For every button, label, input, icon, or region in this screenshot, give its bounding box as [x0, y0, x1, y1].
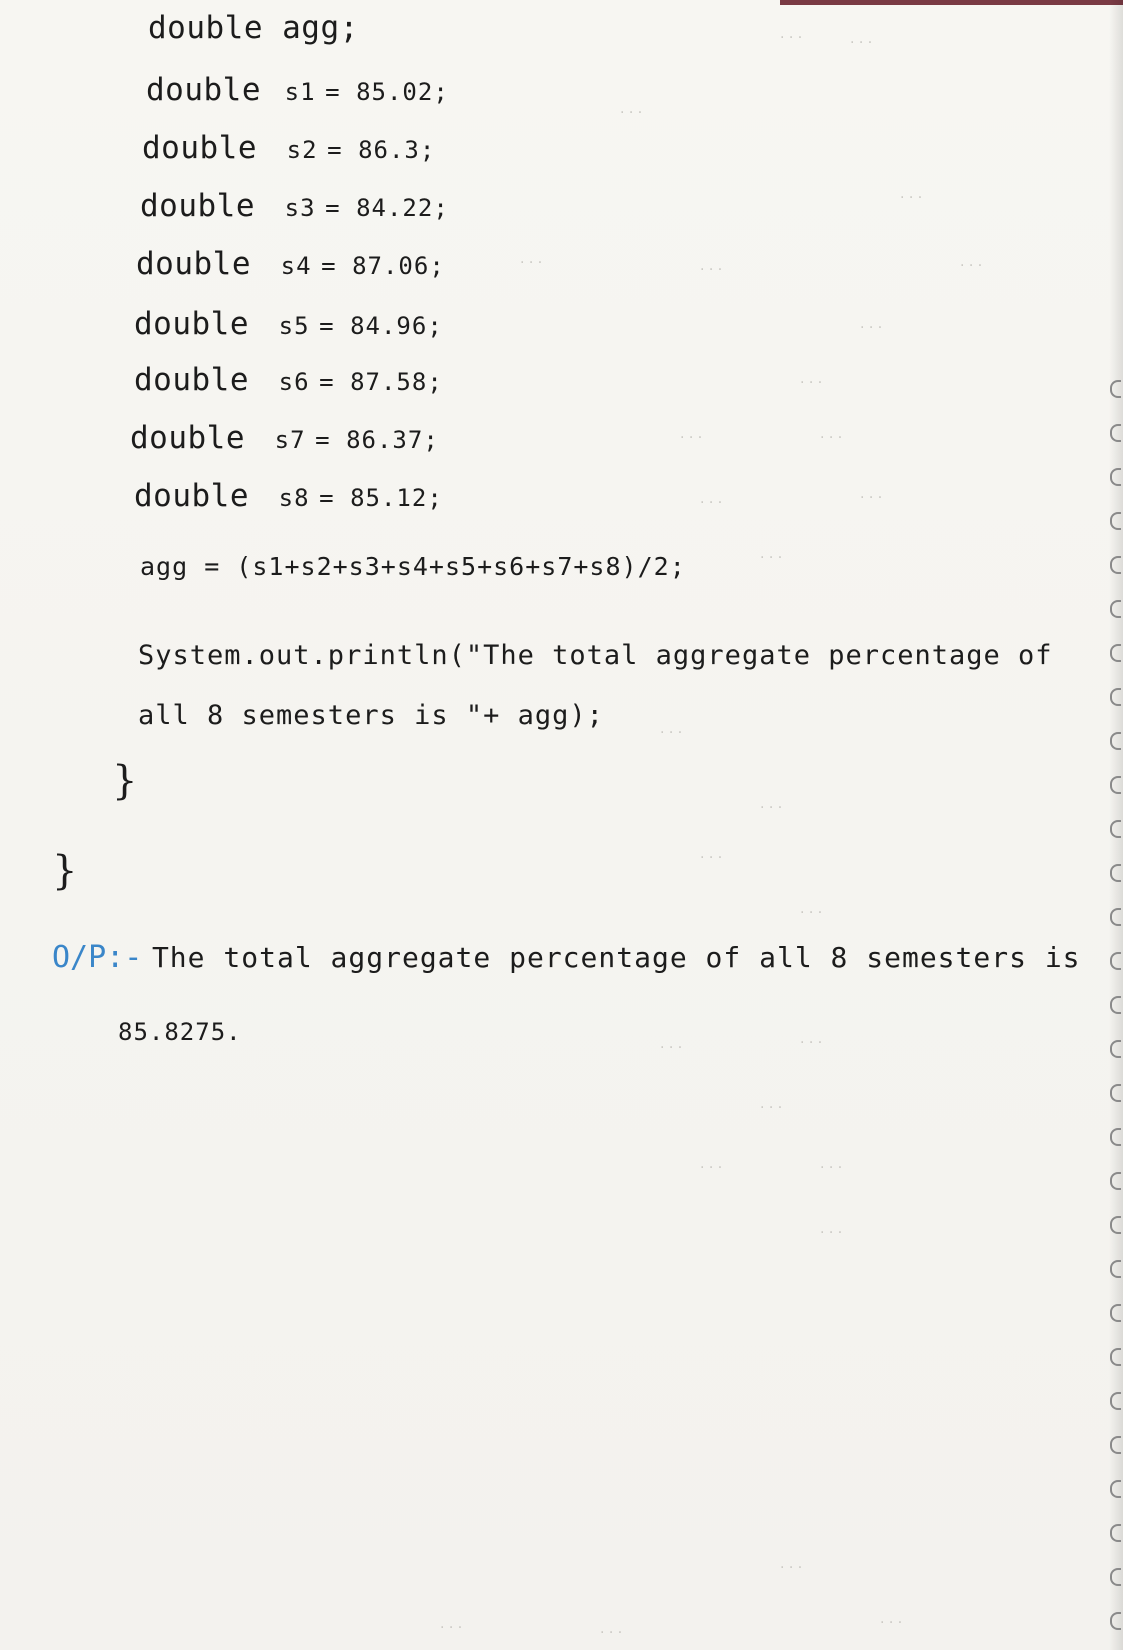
spiral-ring — [1110, 1392, 1121, 1410]
spiral-ring — [1110, 1524, 1121, 1542]
output-result: 85.8275. — [118, 1018, 242, 1046]
speck-mark: · · · — [800, 1035, 823, 1051]
speck-mark: · · · — [620, 105, 643, 121]
code-println-line2 — [138, 700, 604, 731]
println-text-1: System.out.println("The total aggregate percentage of — [138, 640, 1053, 671]
decl-value: = 87.58; — [319, 368, 443, 396]
spiral-ring — [1110, 996, 1121, 1014]
decl-value: = 85.02; — [325, 78, 449, 106]
decl-keyword: double — [142, 130, 257, 166]
decl-variable: s3 — [284, 194, 316, 222]
code-decl-s2 — [142, 130, 435, 166]
spiral-ring — [1110, 1568, 1121, 1586]
decl-keyword: double — [146, 72, 261, 108]
speck-mark: · · · — [820, 1225, 843, 1241]
spiral-ring — [1110, 380, 1121, 398]
decl-variable: s4 — [280, 252, 312, 280]
spiral-ring — [1110, 424, 1121, 442]
decl-value: = 86.37; — [315, 426, 439, 454]
decl-variable: s2 — [286, 136, 318, 164]
speck-mark: · · · — [440, 1620, 463, 1636]
spiral-ring — [1110, 1128, 1121, 1146]
output-text-1: The total aggregate percentage of all 8 semesters is — [151, 941, 1081, 974]
code-println-line1 — [138, 640, 1053, 671]
speck-mark: · · · — [860, 490, 883, 506]
spiral-ring — [1110, 556, 1121, 574]
code-decl-s6 — [134, 362, 443, 398]
code-formula — [140, 552, 686, 581]
code-decl-s3 — [140, 188, 449, 224]
closing-brace-method: } — [112, 758, 138, 804]
code-decl-s7 — [130, 420, 439, 456]
println-text-2: all 8 semesters is "+ agg); — [138, 700, 604, 731]
spiral-ring — [1110, 732, 1121, 750]
spiral-ring — [1110, 1084, 1121, 1102]
decl-keyword: double — [130, 420, 245, 456]
spiral-ring — [1110, 1348, 1121, 1366]
speck-mark: · · · — [800, 905, 823, 921]
spiral-ring — [1110, 908, 1121, 926]
speck-mark: · · · — [700, 495, 723, 511]
spiral-ring — [1110, 1040, 1121, 1058]
spiral-ring — [1110, 776, 1121, 794]
spiral-ring — [1110, 1260, 1121, 1278]
decl-variable: s7 — [274, 426, 306, 454]
decl-value: = 85.12; — [319, 484, 443, 512]
decl-variable: s8 — [278, 484, 310, 512]
speck-mark: · · · — [880, 1615, 903, 1631]
spiral-ring — [1110, 644, 1121, 662]
speck-mark: · · · — [660, 725, 683, 741]
code-decl-agg — [148, 10, 359, 46]
decl-agg-text: double agg; — [148, 10, 359, 46]
speck-mark: · · · — [600, 1625, 623, 1641]
speck-mark: · · · — [760, 1100, 783, 1116]
spiral-ring — [1110, 688, 1121, 706]
speck-mark: · · · — [780, 30, 803, 46]
spiral-ring — [1110, 1436, 1121, 1454]
decl-keyword: double — [134, 362, 249, 398]
spiral-ring — [1110, 600, 1121, 618]
speck-mark: · · · — [860, 320, 883, 336]
speck-mark: · · · — [660, 1040, 683, 1056]
decl-variable: s1 — [284, 78, 316, 106]
speck-mark: · · · — [960, 258, 983, 274]
decl-value: = 87.06; — [321, 252, 445, 280]
spiral-ring — [1110, 820, 1121, 838]
speck-mark: · · · — [800, 375, 823, 391]
speck-mark: · · · — [900, 190, 923, 206]
spiral-ring — [1110, 1304, 1121, 1322]
decl-keyword: double — [134, 478, 249, 514]
spiral-ring — [1110, 1612, 1121, 1630]
decl-value: = 84.96; — [319, 312, 443, 340]
speck-mark: · · · — [850, 35, 873, 51]
output-line1 — [52, 940, 1081, 975]
decl-variable: s5 — [278, 312, 310, 340]
code-decl-s5 — [134, 306, 443, 342]
decl-value: = 84.22; — [325, 194, 449, 222]
speck-mark: · · · — [820, 1160, 843, 1176]
decl-value: = 86.3; — [327, 136, 436, 164]
speck-mark: · · · — [780, 1560, 803, 1576]
output-label: O/P:- — [52, 940, 143, 975]
speck-mark: · · · — [700, 262, 723, 278]
decl-variable: s6 — [278, 368, 310, 396]
code-decl-s8 — [134, 478, 443, 514]
formula-text: agg = (s1+s2+s3+s4+s5+s6+s7+s8)/2; — [140, 552, 686, 581]
speck-mark: · · · — [700, 1160, 723, 1176]
decl-keyword: double — [134, 306, 249, 342]
speck-mark: · · · — [700, 850, 723, 866]
speck-mark: · · · — [520, 255, 543, 271]
closing-brace-class: } — [52, 848, 78, 894]
speck-mark: · · · — [760, 800, 783, 816]
spiral-ring — [1110, 512, 1121, 530]
spiral-ring — [1110, 864, 1121, 882]
spiral-ring — [1110, 1216, 1121, 1234]
code-decl-s1 — [146, 72, 449, 108]
output-line2 — [118, 1018, 242, 1046]
page-top-edge — [780, 0, 1123, 5]
spiral-ring — [1110, 952, 1121, 970]
spiral-ring — [1110, 1172, 1121, 1190]
speck-mark: · · · — [680, 430, 703, 446]
spiral-ring — [1110, 1480, 1121, 1498]
decl-keyword: double — [140, 188, 255, 224]
decl-keyword: double — [136, 246, 251, 282]
code-decl-s4 — [136, 246, 445, 282]
spiral-ring — [1110, 468, 1121, 486]
speck-mark: · · · — [820, 430, 843, 446]
speck-mark: · · · — [760, 550, 783, 566]
